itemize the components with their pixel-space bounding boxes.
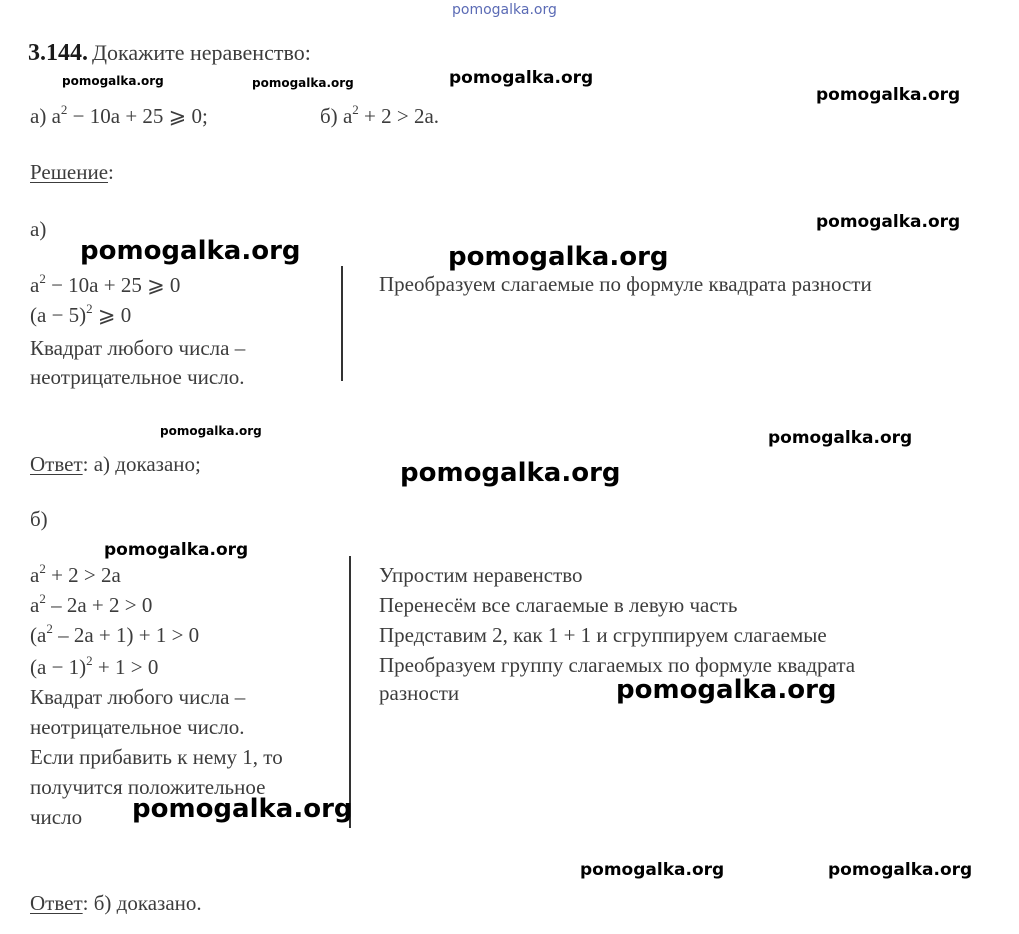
part-b-comment-2: Перенесём все слагаемые в левую часть [379,593,738,617]
watermark: pomogalka.org [580,860,725,880]
step-base: a [30,273,40,297]
part-a-step-2 [30,300,131,330]
problem-number: 3.144. [28,40,88,66]
part-b-label: б) [320,104,338,128]
watermark: pomogalka.org [768,428,913,448]
answer-b [30,888,202,918]
watermark: pomogalka.org [62,74,164,88]
step-rest: – 2a + 1) + 1 > 0 [52,623,200,647]
part-b-text-3: Если прибавить к нему 1, то [30,745,283,769]
part-a-text-1: Квадрат любого числа – [30,336,246,360]
step-power: 2 [86,653,93,668]
part-b-step-1 [30,560,121,590]
watermark: pomogalka.org [252,76,354,90]
part-b-comment-3: Представим 2, как 1 + 1 и сгруппируем слагаемые [379,623,827,647]
part-b-text-1: Квадрат любого числа – [30,685,246,709]
part-b-step-3 [30,620,199,650]
part-b-divider [349,556,351,828]
step-base: a [30,563,40,587]
step-rest: + 1 > 0 [92,655,159,679]
step-rest: – 2a + 2 > 0 [45,593,153,617]
part-b-step-4 [30,652,158,682]
step-base: (a − 1) [30,655,87,679]
part-a-label: а) [30,104,47,128]
part-b-comment-1: Упростим неравенство [379,563,583,587]
watermark: pomogalka.org [448,242,669,272]
step-rest: + 2 > 2a [45,563,121,587]
step-power: 2 [39,591,46,606]
problem-part-a: а) $a^2 - 10a + 25$ ⩾ 0; [30,102,208,128]
step-base: a [30,593,40,617]
step-rest: − 10a + 25 ⩾ 0 [45,273,181,297]
answer-a-label: Ответ [30,452,83,476]
step-base: (a − 5) [30,303,87,327]
answer-b-text: : б) доказано. [82,891,202,915]
step-rest: ⩾ 0 [92,303,132,327]
watermark: pomogalka.org [400,458,621,488]
step-power: 2 [39,561,46,576]
watermark: pomogalka.org [828,860,973,880]
problem-heading [28,40,311,67]
header-watermark: pomogalka.org [452,2,557,18]
problem-title: Докажите неравенство: [92,40,311,65]
watermark: pomogalka.org [616,675,837,705]
part-a-text-2: неотрицательное число. [30,365,245,389]
part-b-text-2: неотрицательное число. [30,715,245,739]
part-a-step-1 [30,270,180,300]
solution-label: Решение [30,160,109,184]
part-b-step-2 [30,590,152,620]
step-power: 2 [86,301,93,316]
step-power: 2 [39,271,46,286]
part-b-expr: + 2 > 2a. [364,104,440,128]
part-b-heading: б) [30,507,48,531]
part-b-comment-4: Преобразуем группу слагаемых по формуле квадрата [379,653,856,677]
watermark: pomogalka.org [449,68,594,88]
part-a-expr: − 10a + 25 ⩾ 0; [72,104,208,128]
part-b-text-4: получится положительное [30,775,266,799]
watermark: pomogalka.org [132,794,353,824]
part-a-heading: а) [30,217,47,241]
solution-colon: : [108,160,114,184]
answer-b-label: Ответ [30,891,83,915]
problem-part-b: б) $a^2 + 2 > 2a$. [320,102,440,128]
watermark: pomogalka.org [104,540,249,560]
solution-heading [30,157,114,187]
step-power: 2 [46,621,53,636]
answer-a-text: : а) доказано; [82,452,201,476]
step-base: (a [30,623,47,647]
part-a-comment-1: Преобразуем слагаемые по формуле квадрата разности [379,272,872,296]
part-a-divider [341,266,343,381]
watermark: pomogalka.org [80,236,301,266]
watermark: pomogalka.org [816,85,961,105]
watermark: pomogalka.org [160,424,262,438]
part-b-text-5: число [30,805,83,829]
part-b-comment-5: разности [379,681,460,705]
watermark: pomogalka.org [816,212,961,232]
answer-a [30,449,201,479]
